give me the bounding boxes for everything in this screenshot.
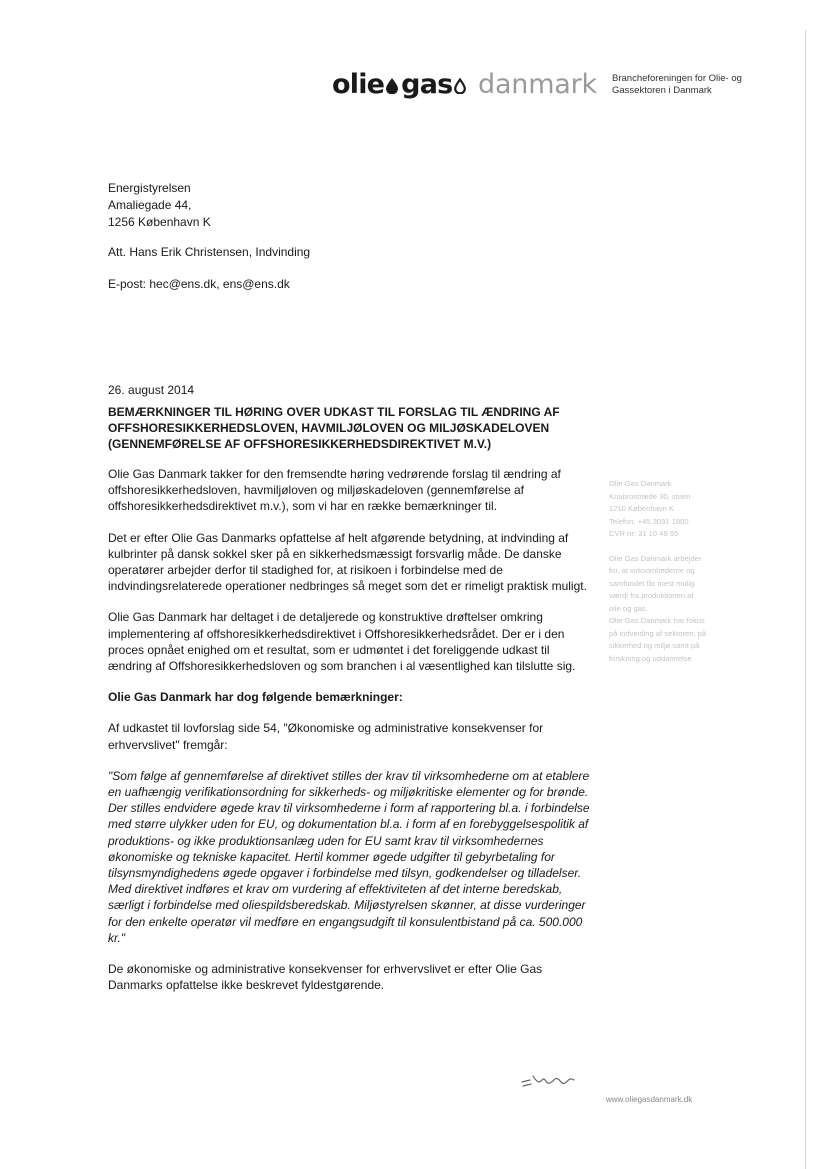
quote-part: Med direktivet indføres et krav om vurdering af effektiviteten af det interne beredskab, særligt i forbindelse med oliespildsberedskab. Miljøstyrelsen skønner, at disse vurderinger for den enkelte operatør vil medføre en engangsudgift til konsulentbistand på ca. 500.000 kr." [108, 882, 586, 945]
body-paragraph: Olie Gas Danmark takker for den fremsendte høring vedrørende forslag til ændring af offshoresikkerhedsloven, havmiljøloven og miljøskadeloven (gennemførelse af offshoresikkerhedsdirektivet m.v.), som vi har en række bemærkninger til. [108, 467, 561, 514]
letter-body [108, 466, 594, 1008]
quoted-text [108, 768, 594, 946]
email-line: E-post: hec@ens.dk, ens@ens.dk [108, 277, 290, 291]
sidebar-line: på indvinding af sektoren, på [609, 628, 707, 638]
page-edge-line [805, 30, 806, 1169]
sidebar-line: Olie Gas Danmark [609, 479, 672, 488]
sidebar-info [609, 478, 759, 677]
logo-tagline [612, 73, 762, 97]
letter-date: 26. august 2014 [108, 383, 195, 397]
logo-word-gas: gas [401, 69, 453, 100]
attention-line: Att. Hans Erik Christensen, Indvinding [108, 245, 311, 259]
logo-word-danmark: danmark [478, 69, 597, 100]
sidebar-line: Knabrostræde 30, stuen [609, 491, 691, 501]
initials-signature [520, 1071, 582, 1091]
recipient-address [108, 180, 211, 231]
sidebar-line: Olie Gas Danmark arbejder [609, 553, 702, 563]
tagline-line: Gassektoren i Danmark [612, 85, 712, 96]
sidebar-line: forskning og uddannelse. [609, 653, 694, 663]
logo-word-olie: olie [332, 69, 385, 100]
address-line: 1256 København K [108, 215, 211, 229]
sidebar-contact [609, 478, 759, 541]
tagline-line: Brancheforeningen for Olie- og [612, 73, 742, 84]
oil-drop-icon [386, 78, 398, 94]
letter-heading: BEMÆRKNINGER TIL HØRING OVER UDKAST TIL FORSLAG TIL ÆNDRING AF OFFSHORESIKKERHEDSLOVEN, HAVMILJØLOVEN OG MILJØSKADELOVEN (GENNEMFØRELSE AF OFFSHORESIKKERHEDSDIREKTIVET M.V.) [108, 405, 560, 451]
remarks-subheading: Olie Gas Danmark har dog følgende bemærkninger: [108, 690, 403, 705]
company-logo [332, 68, 597, 102]
sidebar-line: samfundet får mest mulig [609, 578, 695, 588]
sidebar-line: Telefon: +45 3091 1800 [609, 516, 689, 526]
sidebar-line: Olie Gas Danmark har fokus [609, 616, 705, 625]
sidebar-line: for, at virksomhederne og [609, 566, 695, 575]
quote-part: "Som følge af gennemførelse af direktivet stilles der krav til virksomhederne om at etablere en uafhængig verifikationsordning for sikkerheds- og miljøkritiske elementer og for brønde. Der stilles endvidere øgede krav til virksomhederne i form af rapportering bl.a. i forbindelse med større ulykker uden for EU, og dokumentation bl.a. i form af en forebyggelsespolitik af produktions- og ikke produktionsanlæg uden for EU samt krav til virksomhedernes økonomiske og tekniske kapacitet. Hertil kommer øgede udgifter til gebyrbetaling for tilsynsmyndighedens øgede opgaver i forbindelse med tilsyn, godkendelser og tilladelser. [108, 768, 590, 881]
address-line: Energistyrelsen [108, 181, 191, 195]
sidebar-line: olie og gas. [609, 603, 648, 613]
gas-drop-outline-icon [454, 78, 466, 94]
sidebar-line: CVR nr: 31 10 48 95 [609, 529, 679, 538]
quote-intro: Af udkastet til lovforslag side 54, "Økonomiske og administrative konsekvenser for erhvervslivet" fremgår: [108, 721, 544, 752]
address-line: Amaliegade 44, [108, 198, 192, 212]
website-footer: www.oliegasdanmark.dk [606, 1095, 693, 1104]
sidebar-about [609, 553, 759, 666]
sidebar-line: 1210 København K [609, 504, 675, 513]
sidebar-line: sikkerhed og miljø samt på [609, 641, 700, 650]
closing-paragraph: De økonomiske og administrative konsekvenser for erhvervslivet er efter Olie Gas Danmarks opfattelse ikke beskrevet fyldestgørende. [108, 962, 543, 993]
sidebar-line: værdi fra produktionen af [609, 591, 694, 600]
body-paragraph: Olie Gas Danmark har deltaget i de detaljerede og konstruktive drøftelser omkring implementering af offshoresikkerhedsdirektivet i Offshoresikkerhedsrådet. Der er i den proces opnået enighed om et resultat, som er udmøntet i det foreliggende udkast til ændring af Offshoresikkerhedsloven og som branchen i al væsentlighed kan tilslutte sig. [108, 610, 576, 674]
body-paragraph: Det er efter Olie Gas Danmarks opfattelse af helt afgørende betydning, at indvinding af kulbrinter på dansk sokkel sker på en sikkerhedsmæssigt forsvarlig måde. De danske operatører arbejder derfor til stadighed for, at risikoen i forbindelse med de indvindingsrelaterede operationer nedbringes så meget som det er rimeligt praktisk muligt. [108, 530, 587, 594]
